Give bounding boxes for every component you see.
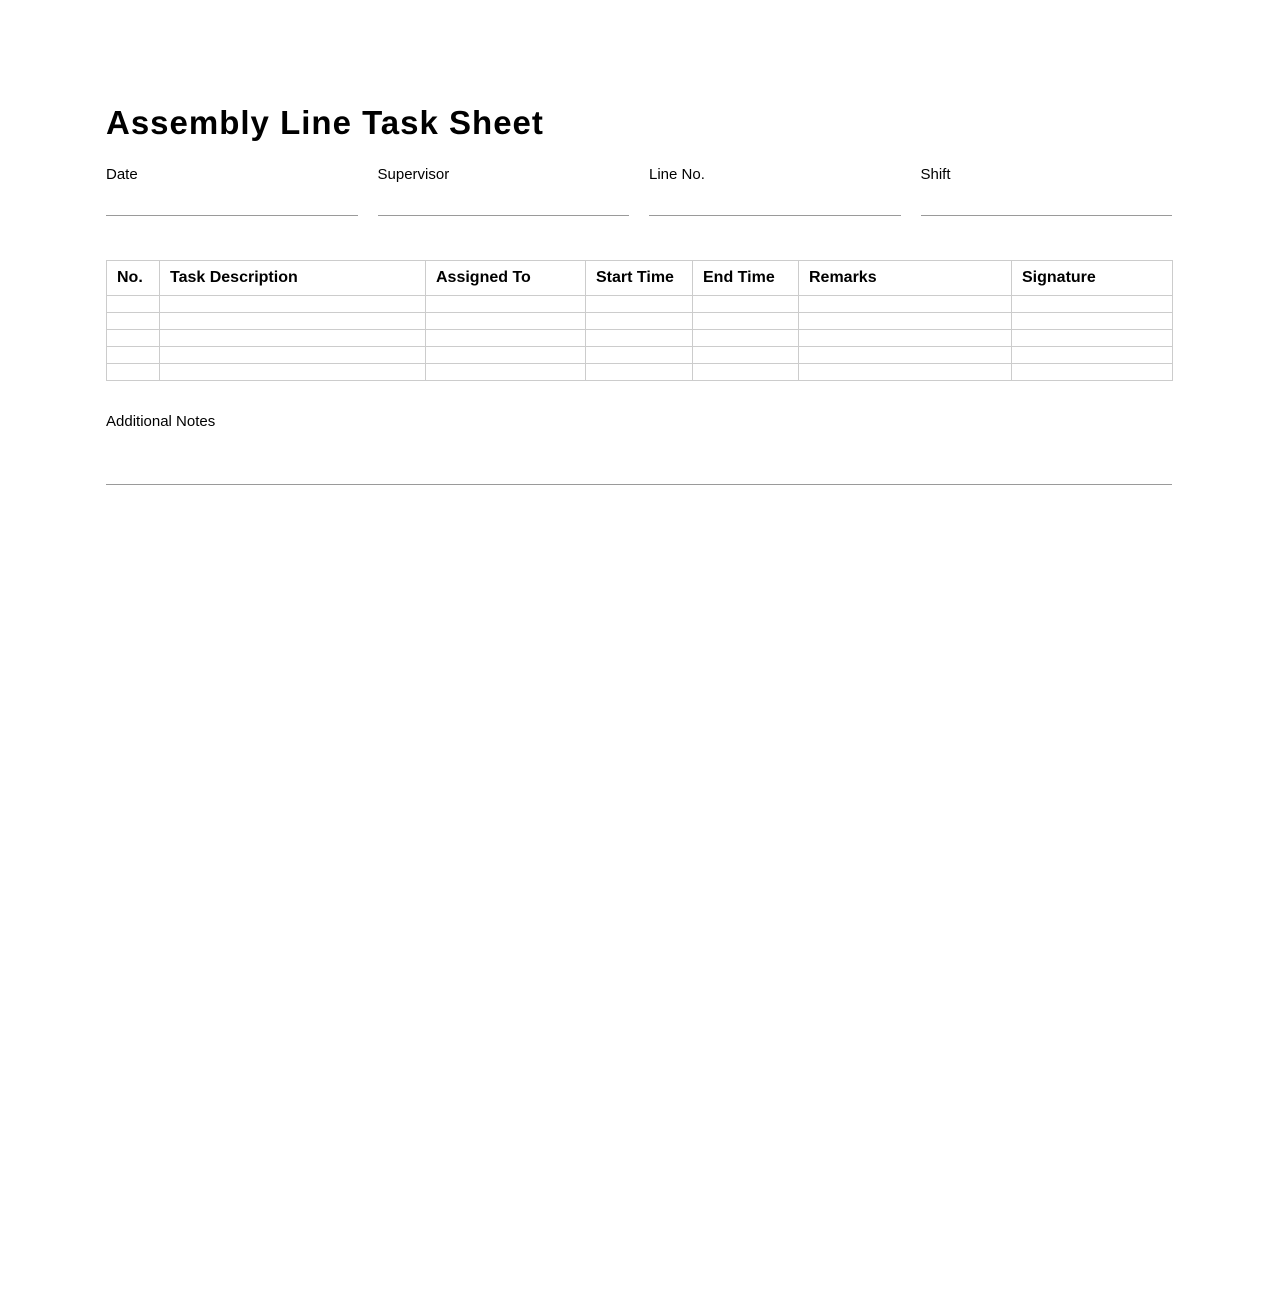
table-cell[interactable] [693,364,799,381]
table-cell[interactable] [1012,330,1173,347]
table-cell[interactable] [586,330,693,347]
supervisor-line[interactable] [378,215,630,216]
header-fields [106,166,1172,216]
additional-notes [106,413,1172,485]
table-cell[interactable] [1012,313,1173,330]
table-cell[interactable] [107,313,160,330]
table-cell[interactable] [107,364,160,381]
table-cell[interactable] [160,313,426,330]
shift-label: Shift [920,166,951,183]
line-no-line[interactable] [649,215,901,216]
table-cell[interactable] [1012,347,1173,364]
table-cell[interactable] [1012,364,1173,381]
table-cell[interactable] [799,313,1012,330]
table-cell[interactable] [799,330,1012,347]
table-cell[interactable] [799,296,1012,313]
table-cell[interactable] [1012,296,1173,313]
table-cell[interactable] [426,347,586,364]
notes-line[interactable] [106,484,1172,485]
table-cell[interactable] [426,330,586,347]
table-cell[interactable] [160,296,426,313]
table-cell[interactable] [426,364,586,381]
table-cell[interactable] [586,364,693,381]
task-table [106,260,1173,381]
header-assigned-to: Assigned To [426,261,586,296]
table-cell[interactable] [426,313,586,330]
table-cell[interactable] [107,330,160,347]
table-header-row [107,261,1173,296]
notes-label: Additional Notes [106,413,216,430]
shift-field[interactable] [921,166,1173,216]
header-start-time: Start Time [586,261,693,296]
table-cell[interactable] [160,347,426,364]
table-cell[interactable] [693,330,799,347]
table-cell[interactable] [693,347,799,364]
header-task-description: Task Description [160,261,426,296]
line-no-label: Line No. [649,166,705,183]
table-cell[interactable] [107,296,160,313]
header-signature: Signature [1012,261,1173,296]
page-title: Assembly Line Task Sheet [106,104,544,141]
table-row [107,313,1173,330]
line-no-field[interactable] [649,166,901,216]
table-row [107,364,1173,381]
shift-line[interactable] [921,215,1173,216]
date-field[interactable] [106,166,358,216]
header-end-time: End Time [693,261,799,296]
table-cell[interactable] [799,364,1012,381]
table-cell[interactable] [426,296,586,313]
header-remarks: Remarks [799,261,1012,296]
table-cell[interactable] [586,313,693,330]
header-no: No. [107,261,160,296]
table-cell[interactable] [693,313,799,330]
date-label: Date [106,166,138,183]
table-row [107,347,1173,364]
table-cell[interactable] [799,347,1012,364]
table-cell[interactable] [160,364,426,381]
table-row [107,330,1173,347]
table-cell[interactable] [160,330,426,347]
table-cell[interactable] [107,347,160,364]
table-row [107,296,1173,313]
date-line[interactable] [106,215,358,216]
supervisor-label: Supervisor [377,166,450,183]
table-cell[interactable] [693,296,799,313]
table-cell[interactable] [586,347,693,364]
table-cell[interactable] [586,296,693,313]
supervisor-field[interactable] [378,166,630,216]
